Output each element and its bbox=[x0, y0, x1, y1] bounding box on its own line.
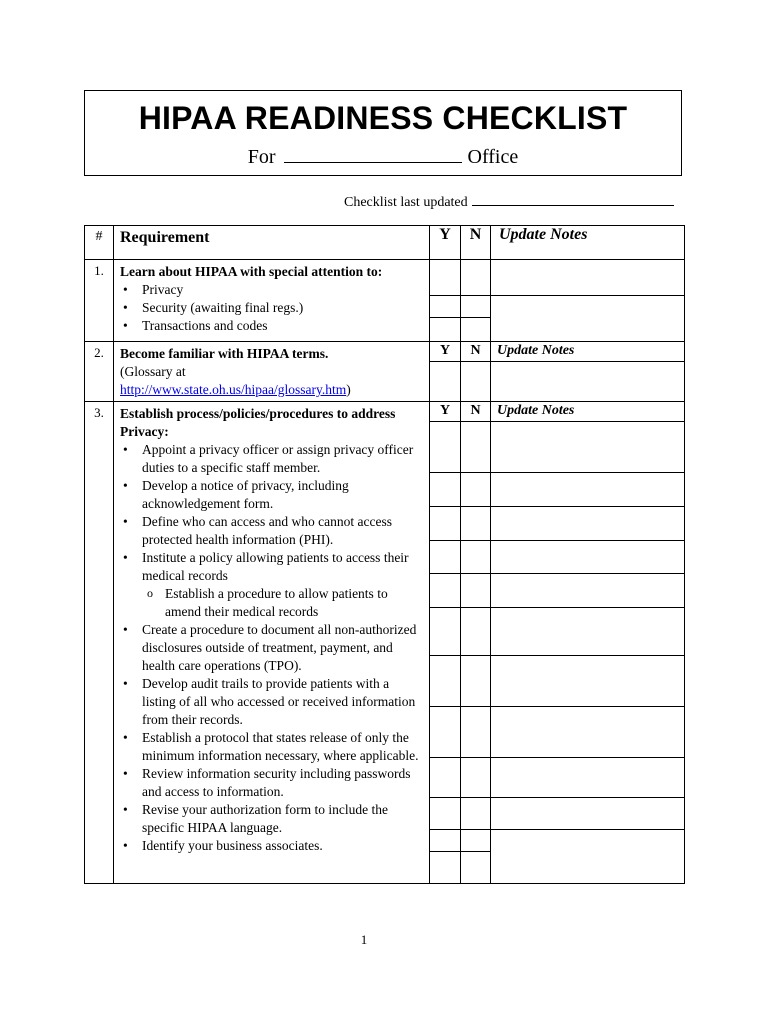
n-column bbox=[461, 342, 491, 402]
row-number: 1. bbox=[85, 260, 114, 342]
list-item: • Define who can access and who cannot access protected health information (PHI). bbox=[120, 513, 425, 549]
notes-field[interactable] bbox=[491, 757, 684, 797]
requirement-title: Establish process/policies/procedures to address Privacy: bbox=[120, 406, 396, 439]
notes-field[interactable] bbox=[491, 506, 684, 540]
n-checkbox[interactable] bbox=[461, 655, 490, 706]
y-column bbox=[430, 342, 461, 402]
notes-field[interactable] bbox=[491, 655, 684, 706]
y-checkbox[interactable] bbox=[430, 506, 460, 540]
n-column bbox=[461, 260, 491, 342]
y-column bbox=[430, 260, 461, 342]
n-checkbox[interactable] bbox=[461, 540, 490, 573]
y-checkbox[interactable] bbox=[430, 540, 460, 573]
y-checkbox[interactable] bbox=[430, 829, 460, 851]
list-item: • Appoint a privacy officer or assign privacy officer duties to a specific staff member. bbox=[120, 441, 425, 477]
y-checkbox[interactable] bbox=[430, 361, 460, 398]
page-number: 1 bbox=[360, 932, 368, 947]
n-checkbox[interactable] bbox=[461, 295, 490, 317]
list-item: • Identify your business associates. bbox=[120, 837, 425, 855]
office-line bbox=[85, 146, 681, 168]
n-checkbox[interactable] bbox=[461, 260, 490, 295]
last-updated-label: Checklist last updated bbox=[344, 195, 468, 210]
table-row bbox=[85, 342, 685, 402]
list-item bbox=[120, 549, 425, 621]
last-updated-line bbox=[344, 193, 674, 211]
notes-field[interactable] bbox=[491, 607, 684, 655]
title-box bbox=[84, 90, 682, 176]
n-label: N bbox=[470, 343, 481, 358]
y-checkbox[interactable] bbox=[430, 317, 460, 341]
y-checkbox[interactable] bbox=[430, 757, 460, 797]
notes-field[interactable] bbox=[491, 540, 684, 573]
list-item: • Security (awaiting final regs.) bbox=[120, 299, 425, 317]
list-item-text: Institute a policy allowing patients to access their medical records bbox=[142, 550, 409, 583]
list-item: • Develop audit trails to provide patients with a listing of all who accessed or received information from their records. bbox=[120, 675, 425, 729]
n-checkbox[interactable] bbox=[461, 421, 490, 472]
notes-field[interactable] bbox=[491, 260, 684, 295]
requirement-cell bbox=[114, 342, 430, 402]
list-item: • Revise your authorization form to include the specific HIPAA language. bbox=[120, 801, 425, 837]
notes-field[interactable] bbox=[491, 421, 684, 472]
glossary-text: (Glossary at bbox=[120, 364, 186, 379]
glossary-link[interactable]: http://www.state.oh.us/hipaa/glossary.htm bbox=[120, 382, 347, 397]
table-header-row bbox=[85, 226, 685, 260]
n-column bbox=[461, 402, 491, 884]
list-item: • Create a procedure to document all non-authorized disclosures outside of treatment, payment, and health care operations (TPO). bbox=[120, 621, 425, 675]
header-n: N bbox=[461, 226, 491, 260]
list-item: • Develop a notice of privacy, including acknowledgement form. bbox=[120, 477, 425, 513]
notes-field[interactable] bbox=[491, 472, 684, 506]
notes-field[interactable] bbox=[491, 829, 684, 883]
notes-field[interactable] bbox=[491, 573, 684, 607]
y-label: Y bbox=[439, 403, 451, 418]
header-num: # bbox=[85, 226, 114, 260]
n-checkbox[interactable] bbox=[461, 757, 490, 797]
y-checkbox[interactable] bbox=[430, 260, 460, 295]
header-y: Y bbox=[430, 226, 461, 260]
n-label: N bbox=[470, 403, 481, 418]
list-item: • Review information security including passwords and access to information. bbox=[120, 765, 425, 801]
notes-column bbox=[491, 260, 685, 342]
n-checkbox[interactable] bbox=[461, 797, 490, 829]
notes-field[interactable] bbox=[491, 361, 684, 398]
y-checkbox[interactable] bbox=[430, 472, 460, 506]
requirement-title: Become familiar with HIPAA terms. bbox=[120, 346, 329, 361]
n-checkbox[interactable] bbox=[461, 851, 490, 883]
office-label: Office bbox=[467, 146, 519, 168]
n-checkbox[interactable] bbox=[461, 706, 490, 757]
list-item: • Establish a protocol that states release of only the minimum information necessary, where applicable. bbox=[120, 729, 425, 765]
sub-list-item: o Establish a procedure to allow patients to amend their medical records bbox=[142, 585, 425, 621]
notes-field[interactable] bbox=[491, 295, 684, 341]
n-checkbox[interactable] bbox=[461, 829, 490, 851]
notes-column bbox=[491, 342, 685, 402]
n-checkbox[interactable] bbox=[461, 317, 490, 341]
notes-label: Update Notes bbox=[497, 403, 575, 418]
notes-field[interactable] bbox=[491, 797, 684, 829]
page-title: HIPAA READINESS CHECKLIST bbox=[138, 100, 628, 136]
office-name-blank[interactable] bbox=[284, 146, 462, 163]
y-checkbox[interactable] bbox=[430, 573, 460, 607]
table-row bbox=[85, 402, 685, 884]
notes-label: Update Notes bbox=[497, 343, 575, 358]
y-checkbox[interactable] bbox=[430, 797, 460, 829]
n-checkbox[interactable] bbox=[461, 361, 490, 398]
n-checkbox[interactable] bbox=[461, 472, 490, 506]
row-number: 2. bbox=[85, 342, 114, 402]
list-item: • Transactions and codes bbox=[120, 317, 425, 335]
glossary-close-paren: ) bbox=[346, 382, 351, 397]
y-checkbox[interactable] bbox=[430, 421, 460, 472]
notes-column bbox=[491, 402, 685, 884]
y-checkbox[interactable] bbox=[430, 295, 460, 317]
last-updated-blank[interactable] bbox=[472, 193, 674, 206]
header-update-notes: Update Notes bbox=[491, 226, 685, 260]
y-label: Y bbox=[439, 343, 451, 358]
requirement-cell bbox=[114, 260, 430, 342]
n-checkbox[interactable] bbox=[461, 607, 490, 655]
table-row bbox=[85, 260, 685, 342]
y-checkbox[interactable] bbox=[430, 851, 460, 883]
for-label: For bbox=[247, 146, 276, 168]
checklist-table bbox=[84, 225, 685, 884]
y-column bbox=[430, 402, 461, 884]
n-checkbox[interactable] bbox=[461, 573, 490, 607]
y-checkbox[interactable] bbox=[430, 706, 460, 757]
notes-field[interactable] bbox=[491, 706, 684, 757]
requirement-title: Learn about HIPAA with special attention to: bbox=[120, 264, 383, 279]
row-number: 3. bbox=[85, 402, 114, 884]
requirement-cell bbox=[114, 402, 430, 884]
y-checkbox[interactable] bbox=[430, 607, 460, 655]
list-item: • Privacy bbox=[120, 281, 425, 299]
n-checkbox[interactable] bbox=[461, 506, 490, 540]
y-checkbox[interactable] bbox=[430, 655, 460, 706]
header-requirement: Requirement bbox=[114, 226, 430, 260]
